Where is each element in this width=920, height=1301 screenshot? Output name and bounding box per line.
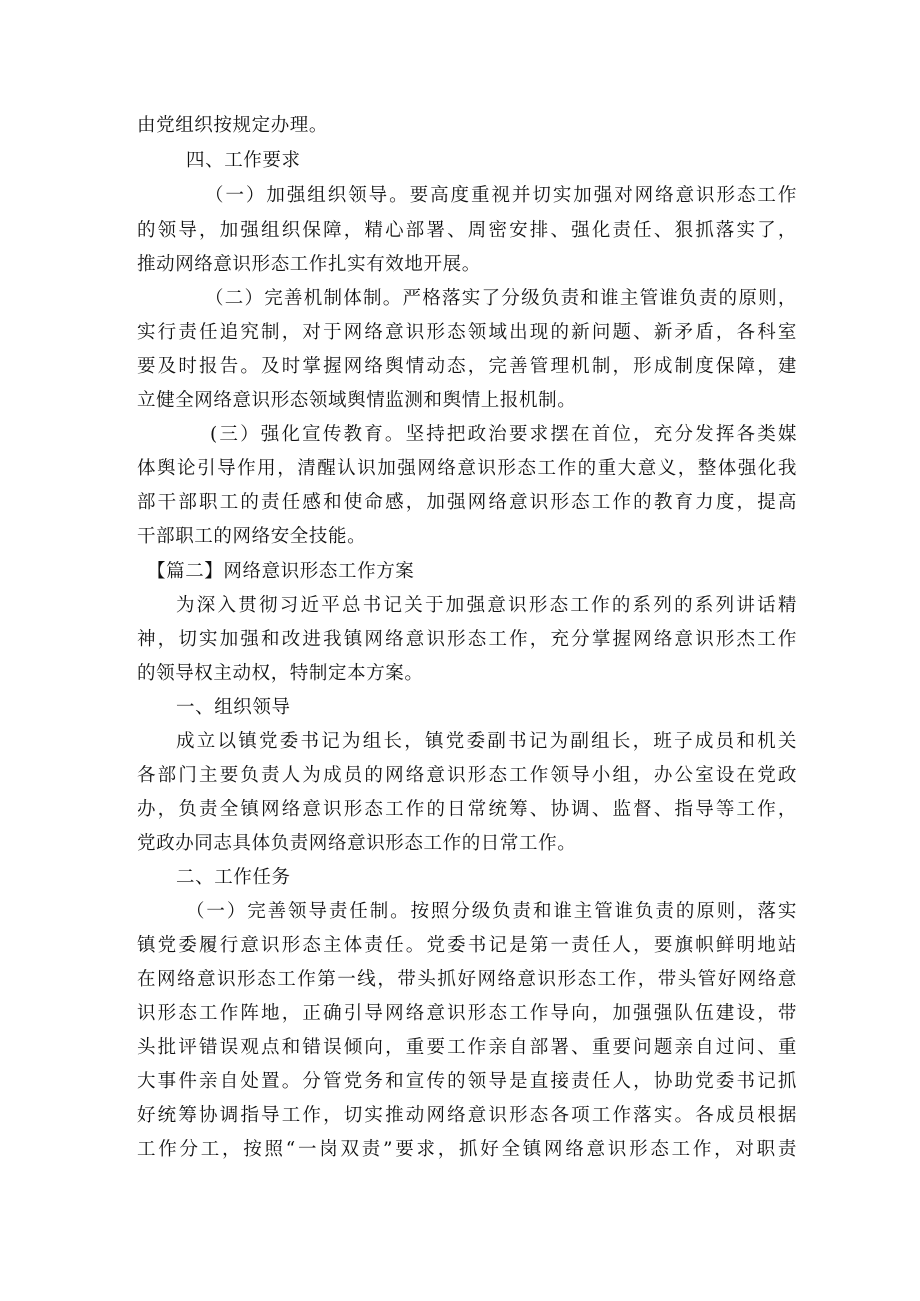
paragraph-line: 实行责任追究制，对于网络意识形态领域出现的新问题、新矛盾，各科室 <box>137 322 797 343</box>
paragraph-line: （一）完善领导责任制。按照分级负责和谁主管谁负责的原则，落实 <box>186 901 797 922</box>
text-line: 由党组织按规定办理。 <box>137 115 329 136</box>
paragraph-line: 识形态工作阵地，正确引导网络意识形态工作导向，加强强队伍建设，带 <box>137 1003 797 1024</box>
paragraph-line: 办，负责全镇网络意识形态工作的日常统筹、协调、监督、指导等工作， <box>137 799 797 820</box>
paragraph-line: 各部门主要负责人为成员的网络意识形态工作领导小组，办公室设在党政 <box>137 765 797 786</box>
paragraph-line: 在网络意识形态工作第一线，带头抓好网络意识形态工作，带头管好网络意 <box>137 969 797 990</box>
paragraph-line: 成立以镇党委书记为组长，镇党委副书记为副组长，班子成员和机关 <box>176 731 797 752</box>
paragraph-line: 党政办同志具体负责网络意识形态工作的日常工作。 <box>137 833 577 854</box>
paragraph-line: 镇党委履行意识形态主体责任。党委书记是第一责任人，要旗帜鲜明地站 <box>137 935 797 956</box>
paragraph-line: 推动网络意识形态工作扎实有效地开展。 <box>137 254 481 275</box>
section-heading: 四、工作要求 <box>186 150 301 171</box>
paragraph-line: 为深入贯彻习近平总书记关于加强意识形态工作的系列的系列讲话精 <box>176 595 797 616</box>
paragraph-line: （二）完善机制体制。严格落实了分级负责和谁主管谁负责的原则， <box>205 288 797 309</box>
paragraph-line: 体舆论引导作用，清醒认识加强网络意识形态工作的重大意义，整体强化我 <box>137 458 797 479</box>
paragraph-line: 神，切实加强和改进我镇网络意识形态工作，充分掌握网络意识形杰工作 <box>137 629 797 650</box>
paragraph-line: 大事件亲自处置。分管党务和宣传的领导是直接责任人，协助党委书记抓 <box>137 1071 797 1092</box>
paragraph-line: 工作分工，按照“一岗双责”要求，抓好全镇网络意识形态工作，对职责 <box>137 1139 797 1160</box>
paragraph-line: 好统筹协调指导工作，切实推动网络意识形态各项工作落实。各成员根据 <box>137 1105 797 1126</box>
paragraph-line: 立健全网络意识形态领域舆情监测和舆情上报机制。 <box>137 390 577 411</box>
paragraph-line: 部干部职工的责任感和使命感，加强网络意识形态工作的教育力度，提高 <box>137 492 797 513</box>
paragraph-line: 的领导权主动权，特制定本方案。 <box>137 663 424 684</box>
paragraph-line: (三）强化宣传教育。坚持把政治要求摆在首位，充分发挥各类媒 <box>210 424 797 445</box>
paragraph-line: 头批评错误观点和错误倾向，重要工作亲自部署、重要问题亲自过问、重 <box>137 1037 797 1058</box>
section-heading: 二、工作任务 <box>176 867 291 888</box>
section-title: 【篇二】网络意识形态工作方案 <box>147 561 415 582</box>
paragraph-line: 要及时报告。及时掌握网络舆情动态，完善管理机制，形成制度保障，建 <box>137 356 797 377</box>
paragraph-line: （一）加强组织领导。要高度重视并切实加强对网络意识形态工作 <box>205 185 797 206</box>
paragraph-line: 干部职工的网络安全技能。 <box>137 526 367 547</box>
paragraph-line: 的领导，加强组织保障，精心部署、周密安排、强化责任、狠抓落实了， <box>137 220 797 241</box>
section-heading: 一、组织领导 <box>176 697 291 718</box>
